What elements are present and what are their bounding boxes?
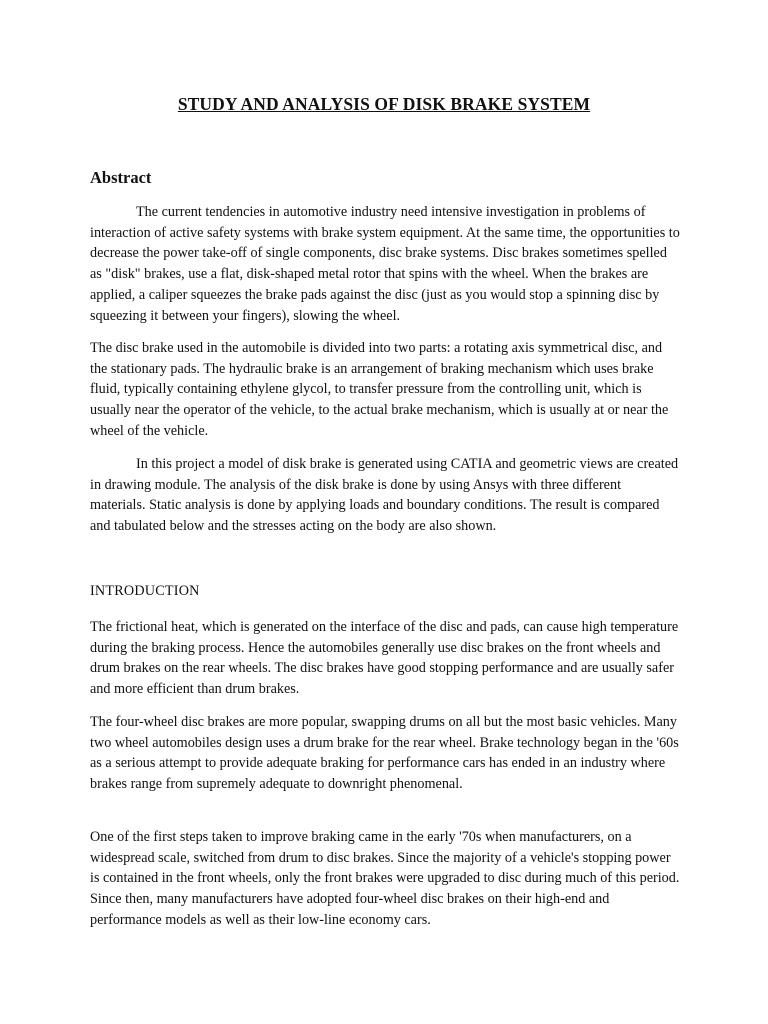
abstract-paragraph-2: The disc brake used in the automobile is divided into two parts: a rotating axis symmetrical disc, and the stationary pads. The hydraulic brake is an arrangement of braking mechanism which uses brake fluid, typically containing ethylene glycol, to transfer pressure from the controlling unit, which is usually near the operator of the vehicle, to the actual brake mechanism, which is usually at or near the wheel of the vehicle.	[90, 340, 669, 439]
abstract-paragraph-1: The current tendencies in automotive industry need intensive investigation in problems of interaction of active safety systems with brake system equipment. At the same time, the opportunities to decrease the power take-off of single components, disc brake systems. Disc brakes sometimes spelled as "disk" brakes, use a flat, disk-shaped metal rotor that spins with the wheel. When the brakes are applied, a caliper squeezes the brake pads against the disc (just as you would stop a spinning disc by squeezing it between your fingers), slowing the wheel.	[90, 204, 680, 324]
document-title: STUDY AND ANALYSIS OF DISK BRAKE SYSTEM	[177, 94, 591, 114]
introduction-paragraph-2: The four-wheel disc brakes are more popular, swapping drums on all but the most basic vehicles. Many two wheel automobiles design uses a drum brake for the rear wheel. Brake technology began in the '60s as a serious attempt to provide adequate braking for performance cars has ended in an industry where brakes range from supremely adequate to downright phenomenal.	[90, 714, 679, 793]
abstract-paragraph-3: In this project a model of disk brake is generated using CATIA and geometric views are created in drawing module. The analysis of the disk brake is done by using Ansys with three different materials. Static analysis is done by applying loads and boundary conditions. The result is compared and tabulated below and the stresses acting on the body are also shown.	[90, 456, 679, 535]
introduction-heading: INTRODUCTION	[90, 583, 200, 599]
introduction-paragraph-3: One of the first steps taken to improve braking came in the early '70s when manufacturers, on a widespread scale, switched from drum to disc brakes. Since the majority of a vehicle's stopping power is contained in the front wheels, only the front brakes were upgraded to disc during much of this period. Since then, many manufacturers have adopted four-wheel disc brakes on their high-end and performance models as well as their low-line economy cars.	[90, 829, 680, 928]
abstract-heading: Abstract	[90, 168, 152, 187]
introduction-paragraph-1: The frictional heat, which is generated on the interface of the disc and pads, can cause high temperature during the braking process. Hence the automobiles generally use disc brakes on the front wheels and drum brakes on the rear wheels. The disc brakes have good stopping performance and are usually safer and more efficient than drum brakes.	[90, 619, 679, 698]
